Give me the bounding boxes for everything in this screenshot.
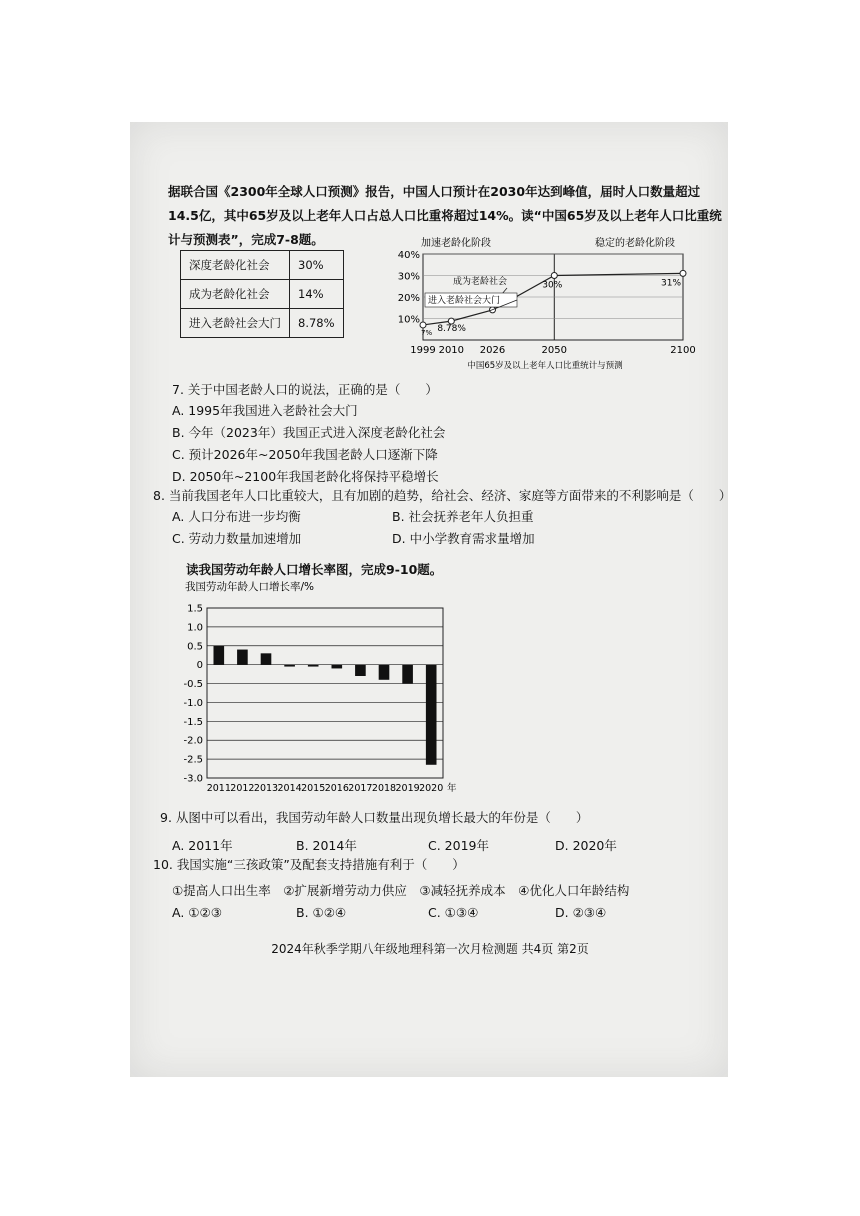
- q7-option-c: C. 预计2026年~2050年我国老龄人口逐渐下降: [172, 447, 438, 462]
- x-tick-label: 1999: [410, 345, 436, 356]
- bar-2017: [355, 665, 366, 676]
- page-footer: 2024年秋季学期八年级地理科第一次月检测题 共4页 第2页: [271, 942, 589, 956]
- q9-option-b: B. 2014年: [296, 838, 357, 853]
- table-row: [181, 251, 344, 280]
- annotation-label: 成为老龄社会: [453, 277, 508, 287]
- table-cell-label: 成为老龄化社会: [181, 280, 290, 309]
- y-tick-label: 0.5: [187, 641, 203, 653]
- y-tick-label: 40%: [397, 250, 420, 261]
- table-cell-value: 14%: [290, 280, 344, 309]
- q10-option-c: C. ①③④: [428, 905, 479, 920]
- bar-2014: [284, 665, 295, 667]
- data-point: [420, 322, 426, 328]
- y-tick-label: -0.5: [183, 679, 203, 691]
- stage-label-stable: 稳定的老龄化阶段: [595, 238, 675, 249]
- x-tick-label: 2050: [541, 345, 568, 356]
- bar-2020: [426, 665, 437, 765]
- point-label: 7%: [421, 328, 433, 337]
- q10-option-a: A. ①②③: [172, 905, 222, 920]
- elderly-ratio-line-chart: [395, 238, 696, 372]
- point-label: 31%: [661, 278, 682, 289]
- point-label: 8.78%: [437, 324, 466, 335]
- aging-stage-table: [180, 250, 344, 338]
- q10-stem: 10. 我国实施“三孩政策”及配套支持措施有利于（ ）: [153, 857, 465, 872]
- q8-stem: 8. 当前我国老年人口比重较大，且有加剧的趋势，给社会、经济、家庭等方面带来的不利影响是（ ）: [153, 488, 732, 503]
- bar-2012: [237, 650, 248, 665]
- table-row: [181, 309, 344, 338]
- q8-option-c: C. 劳动力数量加速增加: [172, 531, 302, 546]
- q7-option-b: B. 今年（2023年）我国正式进入深度老龄化社会: [172, 425, 446, 440]
- y-tick-label: 20%: [397, 293, 420, 304]
- q9-option-d: D. 2020年: [555, 838, 617, 853]
- y-tick-label: -2.5: [183, 754, 203, 766]
- q9-option-c: C. 2019年: [428, 838, 489, 853]
- intro-line-1: 据联合国《2300年全球人口预测》报告，中国人口预计在2030年达到峰值，届时人口数量超过: [168, 184, 701, 199]
- x-tick-label: 2015: [301, 783, 326, 794]
- x-tick-label: 2014: [277, 783, 302, 794]
- x-tick-label: 2011: [206, 783, 231, 794]
- x-tick-label: 2100: [670, 345, 696, 356]
- y-tick-label: -1.5: [183, 716, 203, 728]
- q7-option-d: D. 2050年~2100年我国老龄化将保持平稳增长: [172, 469, 439, 484]
- table-row: [181, 280, 344, 309]
- q8-option-a: A. 人口分布进一步均衡: [172, 509, 301, 524]
- x-tick-label: 2012: [230, 783, 255, 794]
- x-tick-label: 2016: [324, 783, 349, 794]
- x-tick-label: 2013: [253, 783, 279, 794]
- table-cell-label: 深度老龄化社会: [181, 251, 290, 280]
- x-unit-label: 年: [447, 783, 457, 794]
- data-point: [680, 270, 686, 276]
- table-cell-label: 进入老龄社会大门: [181, 309, 290, 338]
- q10-option-b: B. ①②④: [296, 905, 347, 920]
- plot-frame: [207, 608, 443, 778]
- q10-statements: ①提高人口出生率 ②扩展新增劳动力供应 ③减轻抚养成本 ④优化人口年龄结构: [172, 883, 630, 898]
- q9-stem: 9. 从图中可以看出，我国劳动年龄人口数量出现负增长最大的年份是（ ）: [160, 810, 589, 825]
- x-tick-label: 2010: [438, 345, 465, 356]
- y-tick-label: -3.0: [183, 773, 203, 785]
- y-tick-label: 30%: [397, 271, 420, 283]
- point-label: 30%: [542, 280, 563, 291]
- x-tick-label: 2019: [395, 783, 420, 794]
- q7-option-a: A. 1995年我国进入老龄社会大门: [172, 403, 358, 418]
- section-intro-2: 读我国劳动年龄人口增长率图，完成9-10题。: [186, 562, 443, 577]
- y-tick-label: -1.0: [183, 697, 203, 709]
- bar-2018: [379, 665, 390, 680]
- intro-line-2: 14.5亿，其中65岁及以上老年人口占总人口比重将超过14%。读“中国65岁及以上老年人口比重统: [168, 208, 722, 223]
- stage-label-accelerating: 加速老龄化阶段: [421, 238, 491, 249]
- q7-stem: 7. 关于中国老龄人口的说法，正确的是（ ）: [172, 382, 438, 397]
- bar-2013: [261, 653, 272, 664]
- q8-option-b: B. 社会抚养老年人负担重: [392, 509, 534, 524]
- x-tick-label: 2018: [371, 783, 397, 794]
- q10-option-d: D. ②③④: [555, 905, 607, 920]
- data-point: [551, 273, 557, 279]
- y-tick-label: 0: [196, 660, 203, 672]
- bar-2016: [331, 665, 342, 669]
- bar-2015: [308, 665, 319, 667]
- q8-option-d: D. 中小学教育需求量增加: [392, 531, 535, 546]
- annotation-label: 进入老龄社会大门: [428, 296, 501, 306]
- y-tick-label: 1.0: [187, 622, 203, 634]
- q9-option-a: A. 2011年: [172, 838, 233, 853]
- y-tick-label: -2.0: [183, 735, 203, 747]
- table-cell-value: 8.78%: [290, 309, 344, 338]
- x-tick-label: 2020: [419, 783, 444, 794]
- x-tick-label: 2017: [348, 783, 373, 794]
- chart-title: 我国劳动年龄人口增长率/%: [185, 581, 315, 593]
- bar-2011: [213, 646, 224, 665]
- bar-2019: [402, 665, 413, 684]
- y-tick-label: 1.5: [187, 603, 203, 615]
- labor-growth-bar-chart: [175, 578, 475, 800]
- table-cell-value: 30%: [290, 251, 344, 280]
- y-tick-label: 10%: [397, 314, 420, 326]
- chart-title: 中国65岁及以上老年人口比重统计与预测: [467, 361, 623, 371]
- intro-line-3: 计与预测表”，完成7-8题。: [168, 232, 324, 247]
- x-tick-label: 2026: [479, 345, 506, 356]
